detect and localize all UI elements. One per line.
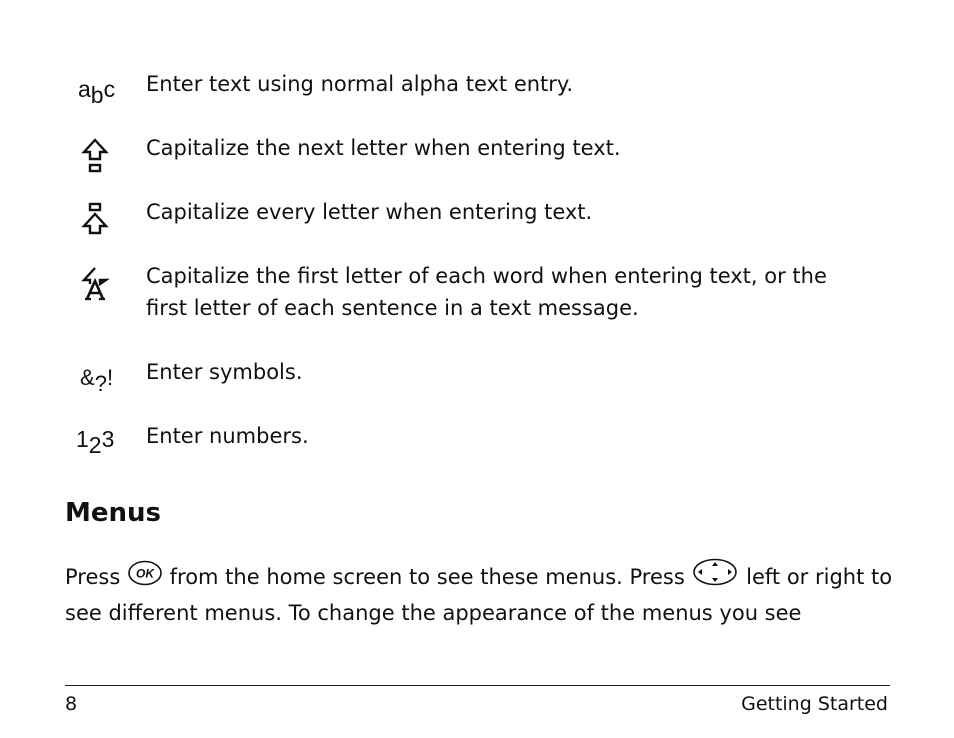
auto-capitalize-icon	[74, 260, 122, 300]
section-heading-menus: Menus	[65, 498, 162, 528]
mode-description: Capitalize the first letter of each word when entering text, or the first letter of each sentence in a text message.	[146, 264, 827, 320]
ok-key-label: OK	[135, 566, 154, 581]
mode-description: Enter text using normal alpha text entry.	[146, 72, 574, 96]
mode-description: Enter numbers.	[146, 424, 309, 448]
numbers-mode-icon	[74, 420, 122, 460]
abc-mode-icon	[74, 68, 122, 108]
mode-description: Capitalize every letter when entering text.	[146, 200, 593, 224]
caps-lock-icon	[74, 196, 122, 236]
mode-description: Enter symbols.	[146, 360, 303, 384]
page-number: 8	[65, 693, 78, 715]
icon-char: ?	[94, 371, 107, 396]
footer-section-name: Getting Started	[741, 693, 888, 715]
icon-char: &	[80, 365, 95, 390]
navigation-key-icon	[691, 557, 739, 597]
menus-paragraph	[65, 557, 895, 630]
para-text: Press	[65, 565, 127, 589]
mode-description: Capitalize the next letter when entering text.	[146, 136, 621, 160]
para-text: from the home screen to see these menus. Press	[162, 565, 692, 589]
icon-char: 2	[88, 432, 102, 458]
icon-char: !	[106, 365, 114, 390]
footer-rule	[65, 685, 890, 686]
para-text: left or right to see different menus. To change the appearance of the menus you see	[65, 565, 893, 625]
icon-char: a	[78, 76, 91, 102]
ok-key-icon	[127, 559, 163, 597]
symbols-mode-icon	[74, 356, 122, 396]
shift-next-letter-icon	[74, 132, 122, 172]
icon-char: b	[90, 82, 104, 108]
icon-char: c	[103, 76, 116, 102]
icon-char: 1	[76, 426, 89, 452]
icon-char: 3	[101, 426, 115, 452]
